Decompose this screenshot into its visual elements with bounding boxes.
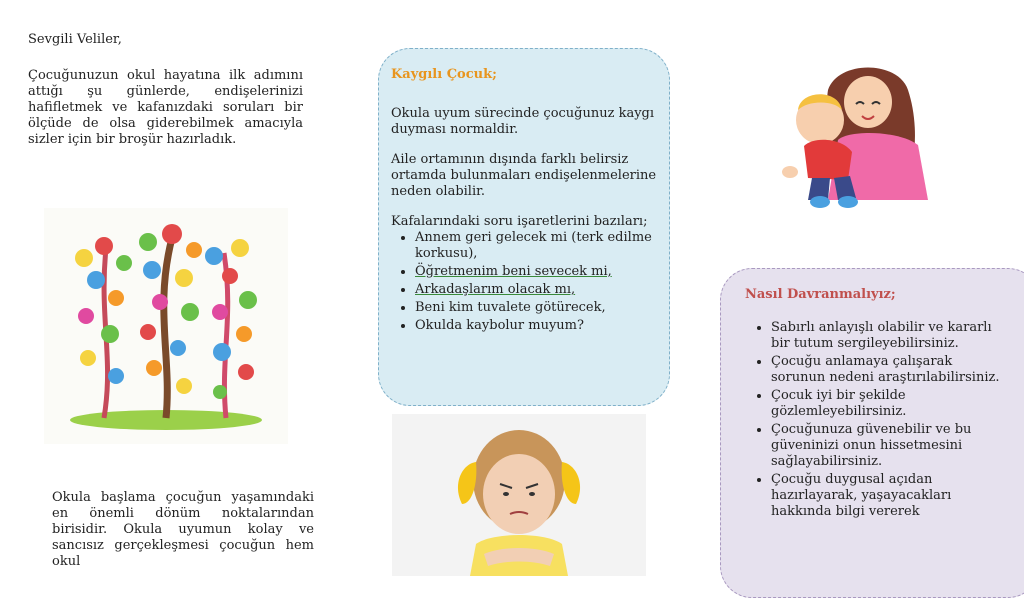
mother-child-image	[768, 60, 944, 212]
anxious-p3: Kafalarındaki soru işaretlerini bazıları;	[391, 214, 648, 229]
how-to-behave-title: Nasıl Davranmalıyız;	[745, 287, 896, 302]
school-start-paragraph: Okula başlama çocuğun yaşamındaki en önemli dönüm noktalarından birisidir. Okula uyumun kolay ve sancısız gerçekleşmesi çocuğun hem okul	[52, 490, 314, 569]
list-item: • Okulda kaybolur muyum?	[415, 318, 657, 334]
list-item: • Annem geri gelecek mi (terk edilme korkusu),	[415, 230, 657, 262]
anxious-p2: Aile ortamının dışında farklı belirsiz ortamda bulunmaları endişelenmelerine neden olabilir.	[391, 152, 657, 199]
list-item: • Çocuk iyi bir şekilde gözlemleyebilirsiniz.	[771, 388, 1007, 420]
intro-paragraph: Çocuğunuzun okul hayatına ilk adımını attığı şu günlerde, endişelerinizi hafifletmek ve kafanızdaki soruları bir ölçüde de olsa giderebilmek amacıyla sizler için bir broşür hazırladık.	[28, 68, 303, 147]
anxious-p1: Okula uyum sürecinde çocuğunuz kaygı duyması normaldir.	[391, 106, 655, 137]
angry-girl-photo	[392, 414, 646, 576]
behave-list	[745, 320, 1007, 520]
button-tree-image	[44, 208, 288, 444]
salutation: Sevgili Veliler,	[28, 32, 122, 47]
list-item: • Çocuğu duygusal açıdan hazırlayarak, yaşayacakları hakkında bilgi vererek	[771, 472, 1007, 520]
list-item: • Çocuğunuza güvenebilir ve bu güveninizi onun hissetmesini sağlayabilirsiniz.	[771, 422, 1007, 470]
anxious-child-title: Kaygılı Çocuk;	[391, 67, 497, 82]
list-item: • Arkadaşlarım olacak mı,	[415, 282, 657, 298]
how-to-behave-box	[720, 268, 1024, 598]
list-item: • Beni kim tuvalete götürecek,	[415, 300, 657, 316]
anxious-child-box	[378, 48, 670, 406]
list-item: • Sabırlı anlayışlı olabilir ve kararlı bir tutum sergileyebilirsiniz.	[771, 320, 1007, 352]
list-item: • Öğretmenim beni sevecek mi,	[415, 264, 657, 280]
list-item: • Çocuğu anlamaya çalışarak sorunun nedeni araştırılabilirsiniz.	[771, 354, 1007, 386]
anxious-question-list	[391, 230, 657, 334]
